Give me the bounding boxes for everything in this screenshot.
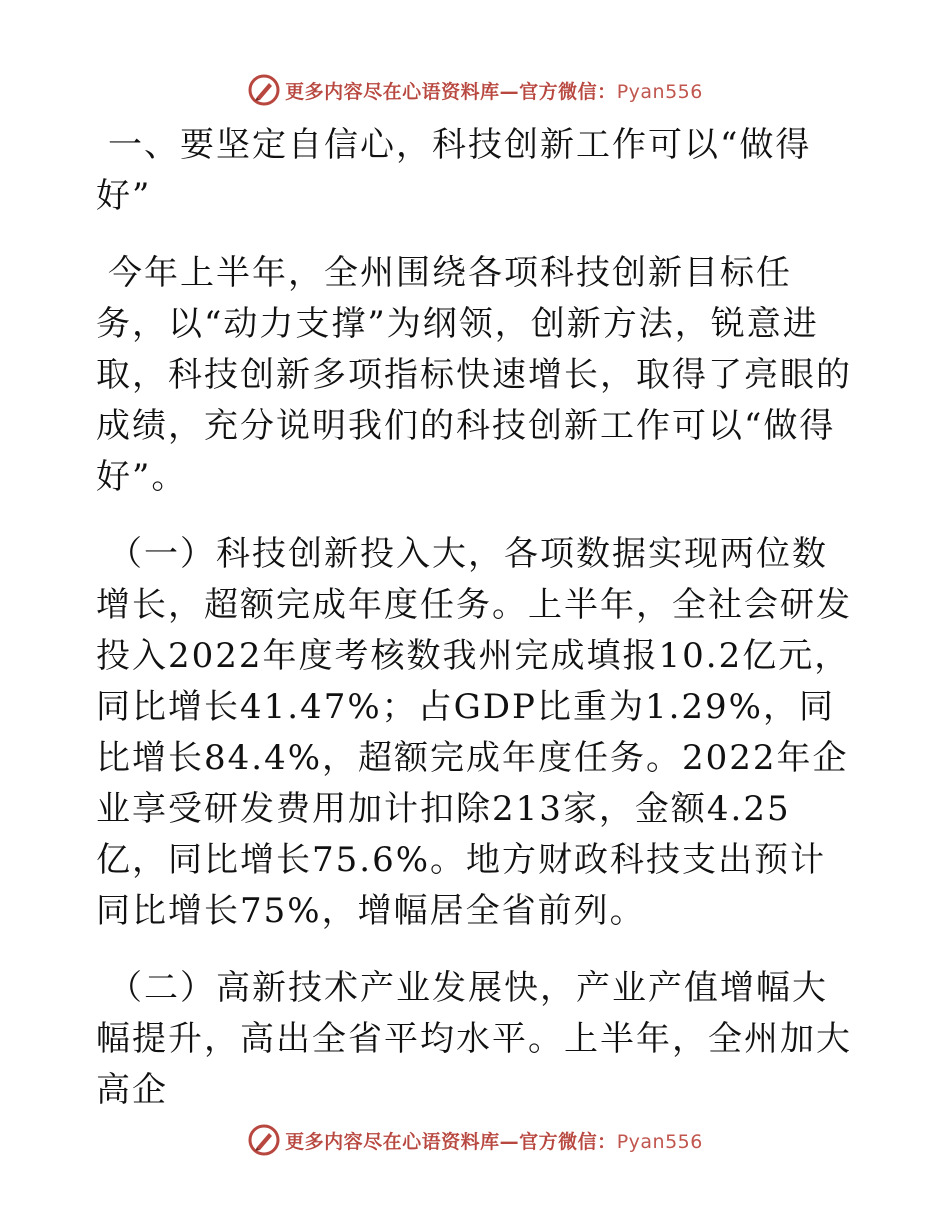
watermark-wechat-label: 官方微信： — [519, 80, 617, 103]
watermark-handle: Pyan556 — [616, 80, 703, 103]
pen-logo-icon — [247, 1123, 281, 1157]
watermark-text — [285, 77, 703, 104]
paragraph-investment-text: （一）科技创新投入大，各项数据实现两位数增长，超额完成年度任务。上半年，全社会研发投入2022年度考核数我州完成填报10.2亿元，同比增长41.47%；占GDP比重为1.29%，同比增长84.4%，超额完成年度任务。2022年企业享受研发费用加计扣除213家，金额4.25亿，同比增长75.6%。地方财政科技支出预计同比增长75%，增幅居全省前列。 — [96, 534, 852, 931]
watermark-header — [0, 70, 950, 110]
watermark-dash: — — [499, 80, 520, 103]
watermark-text — [285, 1127, 703, 1154]
watermark-wechat-label: 官方微信： — [519, 1130, 617, 1153]
watermark-footer — [0, 1120, 950, 1160]
watermark-dash: — — [499, 1130, 520, 1153]
paragraph-investment — [96, 529, 856, 937]
document-body — [96, 120, 856, 1142]
section-heading — [96, 120, 856, 222]
watermark-site: 更多内容尽在心语资料库 — [285, 1130, 500, 1153]
paragraph-summary-text: 今年上半年，全州围绕各项科技创新目标任务，以“动力支撑”为纲领，创新方法，锐意进取，科技创新多项指标快速增长，取得了亮眼的成绩，充分说明我们的科技创新工作可以“做得好”。 — [96, 253, 852, 497]
section-heading-text: 一、要坚定自信心，科技创新工作可以“做得好” — [96, 125, 812, 216]
paragraph-summary — [96, 248, 856, 503]
paragraph-hightech — [96, 963, 856, 1116]
watermark-site: 更多内容尽在心语资料库 — [285, 80, 500, 103]
paragraph-hightech-text: （二）高新技术产业发展快，产业产值增幅大幅提升，高出全省平均水平。上半年，全州加大高企 — [96, 968, 852, 1110]
pen-logo-icon — [247, 73, 281, 107]
watermark-handle: Pyan556 — [616, 1130, 703, 1153]
